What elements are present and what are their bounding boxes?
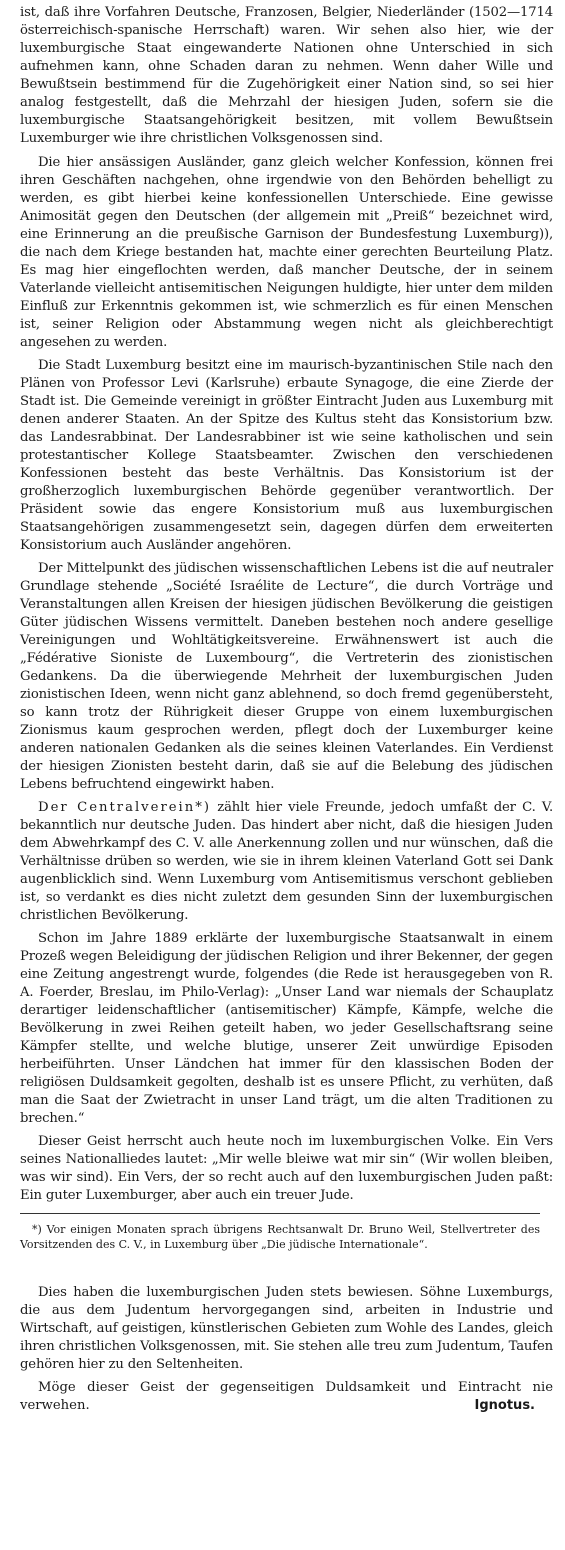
article-paragraph-1: ist, daß ihre Vorfahren Deutsche, Franzosen, Belgier, Niederländer (1502—1714 österreichisch-spanische Herrschaft) waren. Wir sehen also hier, wie der luxemburgische Staat eingewanderte Nationen ohne Unterschied in sich aufnehmen kann, ohne Schaden daran zu nehmen. Wenn daher Wille und Bewußtsein bestimmend für die Zugehörigkeit einer Nation sind, so sei hier analog festgestellt, daß die Mehrzahl der hiesigen Juden, sofern sie die luxemburgische Staatsangehörigkeit besitzen, mit vollem Bewußtsein Luxemburger wie ihre christlichen Volksgenossen sind. bbox=[20, 5, 553, 146]
article-paragraph-4: Der Mittelpunkt des jüdischen wissenschaftlichen Lebens ist die auf neutraler Grundlage stehende „Société Israélite de Lecture“, die durch Vorträge und Veranstaltungen allen Kreisen der hiesigen jüdischen Bevölkerung die geistigen Güter jüdischen Wissens vermittelt. Daneben bestehen noch andere gesellige Vereinigungen und Wohltätigkeitsvereine. Erwähnenswert ist auch die „Fédérative Sioniste de Luxembourg“, die Vertreterin des zionistischen Gedankens. Da die überwiegende Mehrheit der luxemburgischen Juden zionistischen Ideen, wenn nicht ganz ablehnend, so doch fremd gegenübersteht, so kann trotz der Rührigkeit dieser Gruppe von einem luxemburgischen Zionismus kaum gesprochen werden, pflegt doch der Luxemburger keine anderen nationalen Gedanken als die seines kleinen Vaterlandes. Ein Verdienst der hiesigen Zionisten besteht darin, daß sie auf die Belebung des jüdischen Lebens befruchtend eingewirkt haben. bbox=[20, 561, 553, 792]
author-signature: Ignotus. bbox=[474, 1398, 535, 1413]
article-paragraph-8: Dies haben die luxemburgischen Juden stets bewiesen. Söhne Luxemburgs, die aus dem Judentum hervorgegangen sind, arbeiten in Industrie und Wirtschaft, auf geistigen, künstlerischen Gebieten zum Wohle des Landes, gleich ihren christlichen Volksgenossen, mit. Sie stehen alle treu zum Judentum, Taufen gehören hier zu den Seltenheiten. bbox=[20, 1285, 553, 1372]
article-paragraph-2: Die hier ansässigen Ausländer, ganz gleich welcher Konfession, können frei ihren Geschäften nachgehen, ohne irgendwie von den Behörden behelligt zu werden, es gibt hierbei keine konfessionellen Unterschiede. Eine gewisse Animosität gegen den Deutschen (der allgemein mit „Preiß“ bezeichnet wird, eine Erinnerung an die preußische Garnison der Bundesfestung Luxemburg)), die nach dem Kriege bestanden hat, machte einer gerechten Beurteilung Platz. Es mag hier eingeflochten werden, daß mancher Deutsche, der in seinem Vaterlande vielleicht antisemitischen Neigungen huldigte, hier unter dem milden Einfluß zur Erkenntnis gekommen ist, wie schmerzlich es für einen Menschen ist, seiner Religion oder Abstammung wegen nicht als gleichberechtigt angesehen zu werden. bbox=[20, 155, 553, 350]
article-paragraph-5 bbox=[20, 799, 553, 925]
article-paragraph-9: Möge dieser Geist der gegenseitigen Duldsamkeit und Eintracht nie verwehen. bbox=[20, 1380, 553, 1413]
article-paragraph-6: Schon im Jahre 1889 erklärte der luxemburgische Staatsanwalt in einem Prozeß wegen Beleidigung der jüdischen Religion und ihrer Bekenner, der gegen eine Zeitung angestrengt wurde, folgendes (die Rede ist herausgegeben von R. A. Foerder, Breslau, im Philo-Verlag): „Unser Land war niemals der Schauplatz derartiger leidenschaftlicher (antisemitischer) Kämpfe, Kämpfe, welche die Bevölkerung in zwei Reihen geteilt haben, wo jeder Gesellschaftsrang seine Kämpfer stellte, und welche blutige, unserer Zeit unwürdige Episoden herbeiführten. Unser Ländchen hat immer für den klassischen Boden der religiösen Duldsamkeit gegolten, deshalb ist es unsere Pflicht, zu verhüten, daß man die Saat der Zwietracht in unser Land trägt, um die alten Traditionen zu brechen.“ bbox=[20, 931, 553, 1126]
article-paragraph-3: Die Stadt Luxemburg besitzt eine im maurisch-byzantinischen Stile nach den Plänen von Professor Levi (Karlsruhe) erbaute Synagoge, die eine Zierde der Stadt ist. Die Gemeinde vereinigt in größter Eintracht Juden aus Luxemburg mit denen anderer Staaten. An der Spitze des Kultus steht das Konsistorium bzw. das Landesrabbinat. Der Landesrabbiner ist wie seine katholischen und sein protestantischer Kollege Staatsbeamter. Zwischen den verschiedenen Konfessionen besteht das beste Verhältnis. Das Konsistorium ist der großherzoglich luxemburgischen Behörde gegenüber verantwortlich. Der Präsident sowie das engere Konsistorium muß aus luxemburgischen Staatsangehörigen zusammengesetzt sein, dagegen dürfen dem erweiterten Konsistorium auch Ausländer angehören. bbox=[20, 358, 553, 553]
centralverein-lead: Der Centralverein*) bbox=[38, 800, 211, 815]
footnote: *) Vor einigen Monaten sprach übrigens Rechtsanwalt Dr. Bruno Weil, Stellvertreter des Vorsitzenden des C. V., in Luxemburg über „Die jüdische Internationale“. bbox=[20, 1213, 540, 1252]
article-paragraph-7: Dieser Geist herrscht auch heute noch im luxemburgischen Volke. Ein Vers seines Nationalliedes lautet: „Mir welle bleiwe wat mir sin“ (Wir wollen bleiben, was wir sind). Ein Vers, der so recht auch auf den luxemburgischen Juden paßt: Ein guter Luxemburger, aber auch ein treuer Jude. bbox=[20, 1134, 553, 1203]
article-paragraph-5-body: zählt hier viele Freunde, jedoch umfaßt der C. V. bekanntlich nur deutsche Juden. Das hindert aber nicht, daß die hiesigen Juden dem Abwehrkampf des C. V. alle Anerkennung zollen und nur wünschen, daß die Verhältnisse drüben so werden, wie sie in ihrem kleinen Vaterland Gott sei Dank augenblicklich sind. Wenn Luxemburg vom Antisemitismus verschont geblieben ist, so verdankt es dies nicht zuletzt dem gesunden Sinn der luxemburgischen christlichen Bevölkerung. bbox=[20, 800, 553, 923]
